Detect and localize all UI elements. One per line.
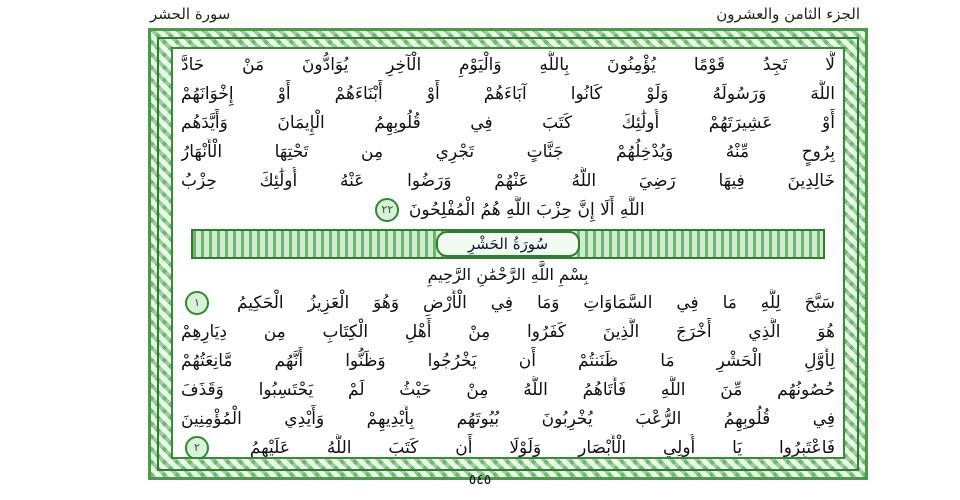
- verse-line: أَوْ عَشِيرَتَهُمْ أُولَٰئِكَ كَتَبَ فِي قُلُوبِهِمُ الْإِيمَانَ وَأَيَّدَهُم: [181, 113, 835, 133]
- page-number: ٥٤٥: [468, 472, 492, 488]
- verse-line: [181, 434, 835, 459]
- ayah-number-marker: ١: [185, 291, 209, 315]
- surah-title: سورة الحشر: [150, 5, 231, 23]
- text-area: [171, 47, 845, 459]
- verse-line: فِي قُلُوبِهِمُ الرُّعْبَ يُخْرِبُونَ بُيُوتَهُم بِأَيْدِيهِمْ وَأَيْدِي الْمُؤْمِنِينَ: [181, 409, 835, 429]
- ayah-number-marker: ٢٢: [375, 198, 399, 222]
- verse-text: اللَّهِ أَلَا إِنَّ حِزْبَ اللَّهِ هُمُ الْمُفْلِحُونَ: [408, 200, 645, 220]
- ornamental-frame: [148, 28, 868, 480]
- verse-line: حُصُونُهُم مِّنَ اللَّهِ فَأَتَاهُمُ اللَّهُ مِنْ حَيْثُ لَمْ يَحْتَسِبُوا وَقَذَفَ: [181, 380, 835, 400]
- juz-title: الجزء الثامن والعشرون: [716, 5, 860, 23]
- surah-banner: [191, 229, 825, 259]
- verse-text: فَاعْتَبِرُوا يَا أُولِي الْأَبْصَارِ وَلَوْلَا أَن كَتَبَ اللَّهُ عَلَيْهِمُ: [249, 438, 835, 458]
- verse-line: [181, 289, 835, 318]
- page-header: [150, 2, 860, 26]
- verse-line-end: [181, 196, 835, 225]
- verse-line: اللَّهَ وَرَسُولَهُ وَلَوْ كَانُوا آبَاءَهُمْ أَوْ أَبْنَاءَهُمْ أَوْ إِخْوَانَهُمْ: [181, 84, 835, 104]
- verse-line: خَالِدِينَ فِيهَا رَضِيَ اللَّهُ عَنْهُمْ وَرَضُوا عَنْهُ أُولَٰئِكَ حِزْبُ: [181, 171, 835, 191]
- verse-line: لَّا تَجِدُ قَوْمًا يُؤْمِنُونَ بِاللَّهِ وَالْيَوْمِ الْآخِرِ يُوَادُّونَ مَنْ حَادَّ: [181, 55, 835, 75]
- basmala: بِسْمِ اللَّهِ الرَّحْمَٰنِ الرَّحِيمِ: [427, 265, 589, 284]
- surah-banner-title: سُورَةُ الحَشْرِ: [436, 231, 580, 257]
- verse-text: سَبَّحَ لِلَّهِ مَا فِي السَّمَاوَاتِ وَمَا فِي الْأَرْضِ وَهُوَ الْعَزِيزُ الْحَكِيمُ: [236, 293, 835, 313]
- verses-block-1: [181, 51, 835, 225]
- verses-block-2: [181, 289, 835, 459]
- ayah-number-marker: ٢: [185, 436, 209, 459]
- verse-line: بِرُوحٍ مِّنْهُ وَيُدْخِلُهُمْ جَنَّاتٍ تَجْرِي مِن تَحْتِهَا الْأَنْهَارُ: [181, 142, 835, 162]
- verse-line: لِأَوَّلِ الْحَشْرِ مَا ظَنَنتُمْ أَن يَخْرُجُوا وَظَنُّوا أَنَّهُم مَّانِعَتُهُمْ: [181, 351, 835, 371]
- verse-line: هُوَ الَّذِي أَخْرَجَ الَّذِينَ كَفَرُوا مِنْ أَهْلِ الْكِتَابِ مِن دِيَارِهِمْ: [181, 322, 835, 342]
